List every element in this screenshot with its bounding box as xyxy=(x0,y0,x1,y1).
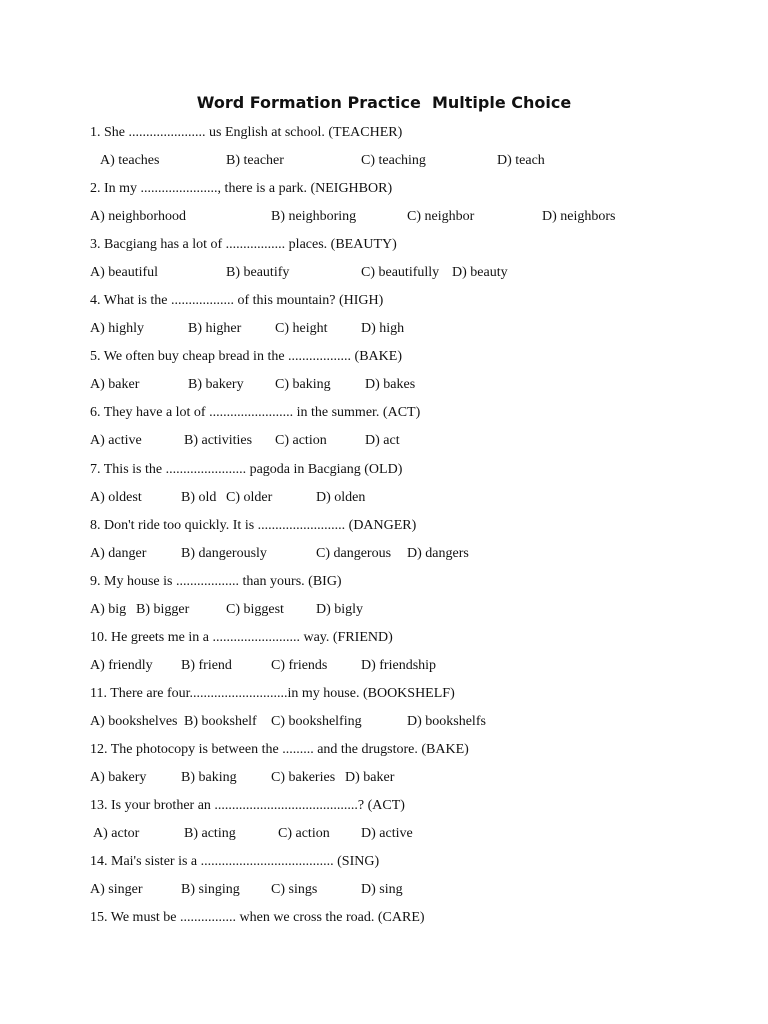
q3-option-c: C) beautifully xyxy=(361,265,440,280)
question-7-stem: 7. This is the ....................... pagoda in Bacgiang (OLD) xyxy=(90,462,403,477)
question-10-stem: 10. He greets me in a ......................... way. (FRIEND) xyxy=(90,630,393,645)
q12-option-c: C) bakeries xyxy=(271,770,336,785)
q12-option-b: B) baking xyxy=(181,770,237,785)
q6-option-c: C) action xyxy=(275,433,327,448)
question-14-stem: 14. Mai's sister is a ...................................... (SING) xyxy=(90,854,380,869)
q6-option-a: A) active xyxy=(90,433,142,448)
q3-option-a: A) beautiful xyxy=(90,265,159,280)
q13-option-c: C) action xyxy=(278,826,330,841)
q1-option-a: A) teaches xyxy=(100,153,160,168)
question-15-stem: 15. We must be ................ when we cross the road. (CARE) xyxy=(90,910,425,925)
q9-option-d: D) bigly xyxy=(316,602,364,617)
q10-option-d: D) friendship xyxy=(361,658,437,673)
q7-option-c: C) older xyxy=(226,490,273,505)
q8-option-d: D) dangers xyxy=(407,546,469,561)
q11-option-b: B) bookshelf xyxy=(184,714,257,729)
question-9-stem: 9. My house is .................. than yours. (BIG) xyxy=(90,574,342,589)
q1-option-b: B) teacher xyxy=(226,153,284,168)
q1-option-c: C) teaching xyxy=(361,153,426,168)
q10-option-b: B) friend xyxy=(181,658,232,673)
question-2-stem: 2. In my ......................, there is a park. (NEIGHBOR) xyxy=(90,181,393,196)
q4-option-a: A) highly xyxy=(90,321,145,336)
q2-option-a: A) neighborhood xyxy=(90,209,187,224)
q5-option-d: D) bakes xyxy=(365,377,416,392)
q7-option-d: D) olden xyxy=(316,490,366,505)
question-1-stem: 1. She ...................... us English at school. (TEACHER) xyxy=(90,125,403,140)
q2-option-c: C) neighbor xyxy=(407,209,475,224)
question-11-stem: 11. There are four............................in my house. (BOOKSHELF) xyxy=(90,686,455,701)
question-8-stem: 8. Don't ride too quickly. It is ......................... (DANGER) xyxy=(90,518,417,533)
q12-option-a: A) bakery xyxy=(90,770,147,785)
q14-option-d: D) sing xyxy=(361,882,403,897)
q2-option-b: B) neighboring xyxy=(271,209,357,224)
q13-option-b: B) acting xyxy=(184,826,236,841)
q8-option-c: C) dangerous xyxy=(316,546,392,561)
q5-option-a: A) baker xyxy=(90,377,140,392)
q12-option-d: D) baker xyxy=(345,770,395,785)
q10-option-a: A) friendly xyxy=(90,658,153,673)
q9-option-c: C) biggest xyxy=(226,602,284,617)
q14-option-c: C) sings xyxy=(271,882,318,897)
q2-option-d: D) neighbors xyxy=(542,209,616,224)
q6-option-b: B) activities xyxy=(184,433,253,448)
q5-option-b: B) bakery xyxy=(188,377,244,392)
q14-option-b: B) singing xyxy=(181,882,240,897)
q11-option-a: A) bookshelves xyxy=(90,714,178,729)
question-4-stem: 4. What is the .................. of this mountain? (HIGH) xyxy=(90,293,384,308)
question-13-stem: 13. Is your brother an .........................................? (ACT) xyxy=(90,798,405,813)
q10-option-c: C) friends xyxy=(271,658,328,673)
q4-option-c: C) height xyxy=(275,321,328,336)
page-title: Word Formation Practice Multiple Choice xyxy=(196,93,572,112)
question-3-stem: 3. Bacgiang has a lot of ................. places. (BEAUTY) xyxy=(90,237,397,252)
q1-option-d: D) teach xyxy=(497,153,545,168)
q11-option-d: D) bookshelfs xyxy=(407,714,486,729)
q9-option-a: A) big xyxy=(90,602,127,617)
q7-option-b: B) old xyxy=(181,490,217,505)
q7-option-a: A) oldest xyxy=(90,490,142,505)
q8-option-a: A) danger xyxy=(90,546,147,561)
q6-option-d: D) act xyxy=(365,433,400,448)
q11-option-c: C) bookshelfing xyxy=(271,714,362,729)
question-6-stem: 6. They have a lot of ........................ in the summer. (ACT) xyxy=(90,405,421,420)
q9-option-b: B) bigger xyxy=(136,602,190,617)
q8-option-b: B) dangerously xyxy=(181,546,267,561)
q4-option-b: B) higher xyxy=(188,321,242,336)
q5-option-c: C) baking xyxy=(275,377,331,392)
q4-option-d: D) high xyxy=(361,321,405,336)
question-5-stem: 5. We often buy cheap bread in the .................. (BAKE) xyxy=(90,349,402,364)
q13-option-d: D) active xyxy=(361,826,413,841)
q3-option-d: D) beauty xyxy=(452,265,508,280)
q3-option-b: B) beautify xyxy=(226,265,290,280)
question-12-stem: 12. The photocopy is between the ......... and the drugstore. (BAKE) xyxy=(90,742,469,757)
q14-option-a: A) singer xyxy=(90,882,143,897)
q13-option-a: A) actor xyxy=(93,826,140,841)
